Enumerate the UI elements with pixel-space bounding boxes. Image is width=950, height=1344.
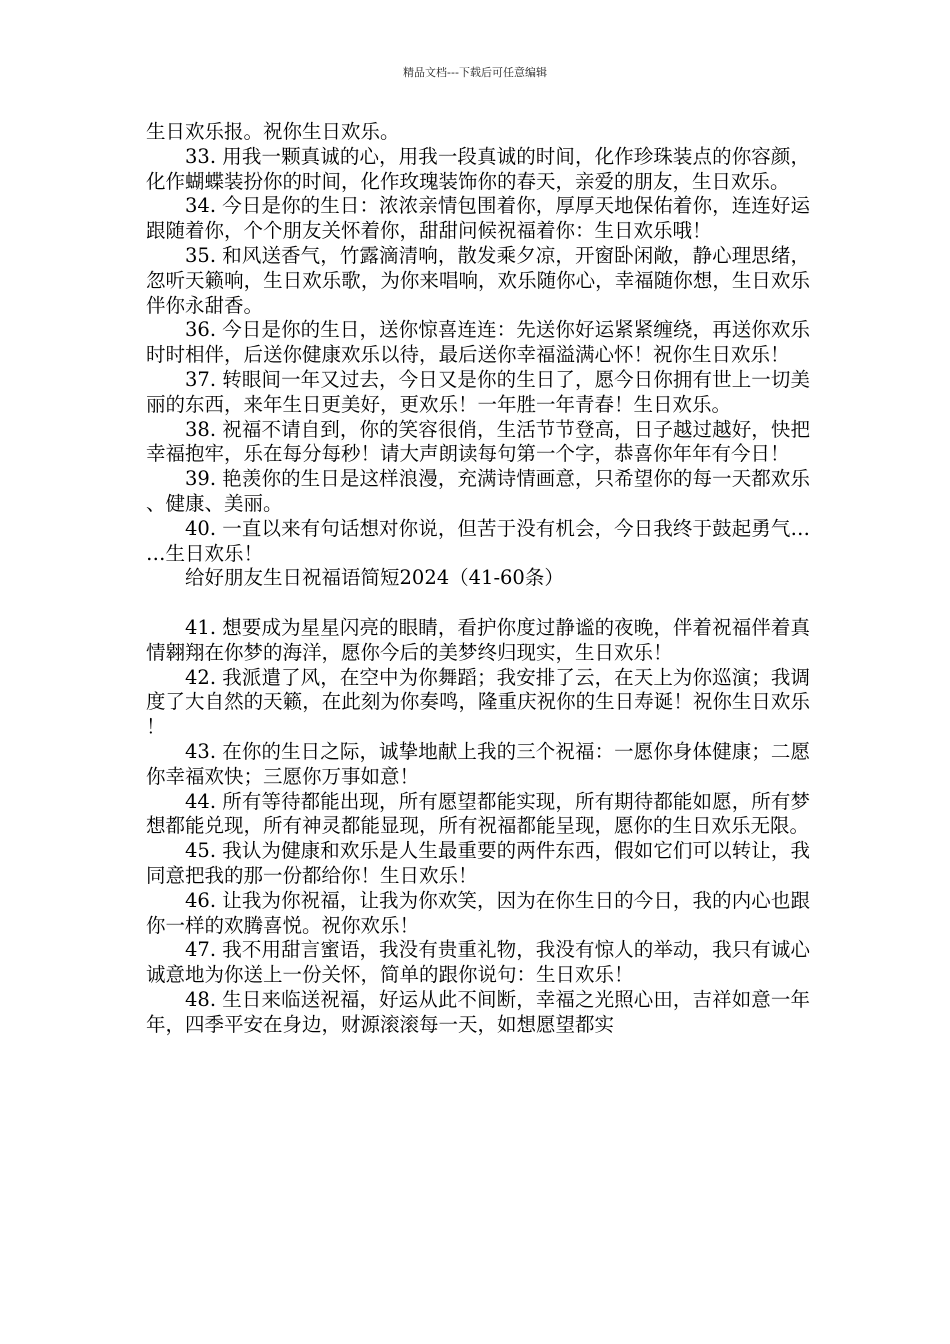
page-header: 精品文档---下载后可任意编辑 [403,66,547,79]
wish-item-47: 47. 我不用甜言蜜语，我没有贵重礼物，我没有惊人的举动，我只有诚心诚意地为你送上一份关怀，简单的跟你说句：生日欢乐！ [146,938,810,987]
document-body [146,120,810,1037]
wish-item-44: 44. 所有等待都能出现，所有愿望都能实现，所有期待都能如愿，所有梦想都能兑现，所有神灵都能显现，所有祝福都能呈现，愿你的生日欢乐无限。 [146,789,810,838]
wish-item-39: 39. 艳羡你的生日是这样浪漫，充满诗情画意，只希望你的每一天都欢乐、健康、美丽。 [146,467,810,515]
wish-item-33: 33. 用我一颗真诚的心，用我一段真诚的时间，化作珍珠装点的你容颜，化作蝴蝶装扮你的时间，化作玫瑰装饰你的春天，亲爱的朋友，生日欢乐。 [146,144,810,193]
wish-item-42: 42. 我派遣了风，在空中为你舞蹈；我安排了云，在天上为你巡演；我调度了大自然的天籁，在此刻为你奏鸣，隆重庆祝你的生日寿诞！祝你生日欢乐！ [146,665,810,739]
wish-item-40: 40. 一直以来有句话想对你说，但苦于没有机会，今日我终于鼓起勇气……生日欢乐！ [146,516,810,565]
wish-item-34: 34. 今日是你的生日：浓浓亲情包围着你，厚厚天地保佑着你，连连好运跟随着你，个个朋友关怀着你，甜甜问候祝福着你：生日欢乐哦！ [146,194,810,243]
wish-item-43: 43. 在你的生日之际，诚挚地献上我的三个祝福：一愿你身体健康；二愿你幸福欢快；三愿你万事如意！ [146,739,810,788]
wish-item-45: 45. 我认为健康和欢乐是人生最重要的两件东西，假如它们可以转让，我同意把我的那一份都给你！生日欢乐！ [146,839,810,887]
wish-item-37: 37. 转眼间一年又过去，今日又是你的生日了，愿今日你拥有世上一切美丽的东西，来年生日更美好，更欢乐！一年胜一年青春！生日欢乐。 [146,367,810,416]
wish-item-36: 36. 今日是你的生日，送你惊喜连连：先送你好运紧紧缠绕，再送你欢乐时时相伴，后送你健康欢乐以待，最后送你幸福溢满心怀！祝你生日欢乐！ [146,318,810,367]
section-title: 给好朋友生日祝福语简短2024（41-60条） [185,566,564,590]
wish-item-48: 48. 生日来临送祝福，好运从此不间断，幸福之光照心田，吉祥如意一年年，四季平安在身边，财源滚滚每一天，如想愿望都实 [146,987,810,1036]
wish-item-41: 41. 想要成为星星闪亮的眼睛，看护你度过静谧的夜晚，伴着祝福伴着真情翱翔在你梦的海洋，愿你今后的美梦终归现实，生日欢乐！ [146,615,810,664]
lead-paragraph: 生日欢乐报。祝你生日欢乐。 [146,120,400,143]
wish-item-46: 46. 让我为你祝福，让我为你欢笑，因为在你生日的今日，我的内心也跟你一样的欢腾喜悦。祝你欢乐！ [146,888,810,937]
wish-item-38: 38. 祝福不请自到，你的笑容很俏，生活节节登高，日子越过越好，快把幸福抱牢，乐在每分每秒！请大声朗读每句第一个字，恭喜你年年有今日！ [146,417,810,466]
wish-item-35: 35. 和风送香气，竹露滴清响，散发乘夕凉，开窗卧闲敞，静心理思绪，忽听天籁响，生日欢乐歌，为你来唱响，欢乐随你心，幸福随你想，生日欢乐伴你永甜香。 [146,243,810,317]
